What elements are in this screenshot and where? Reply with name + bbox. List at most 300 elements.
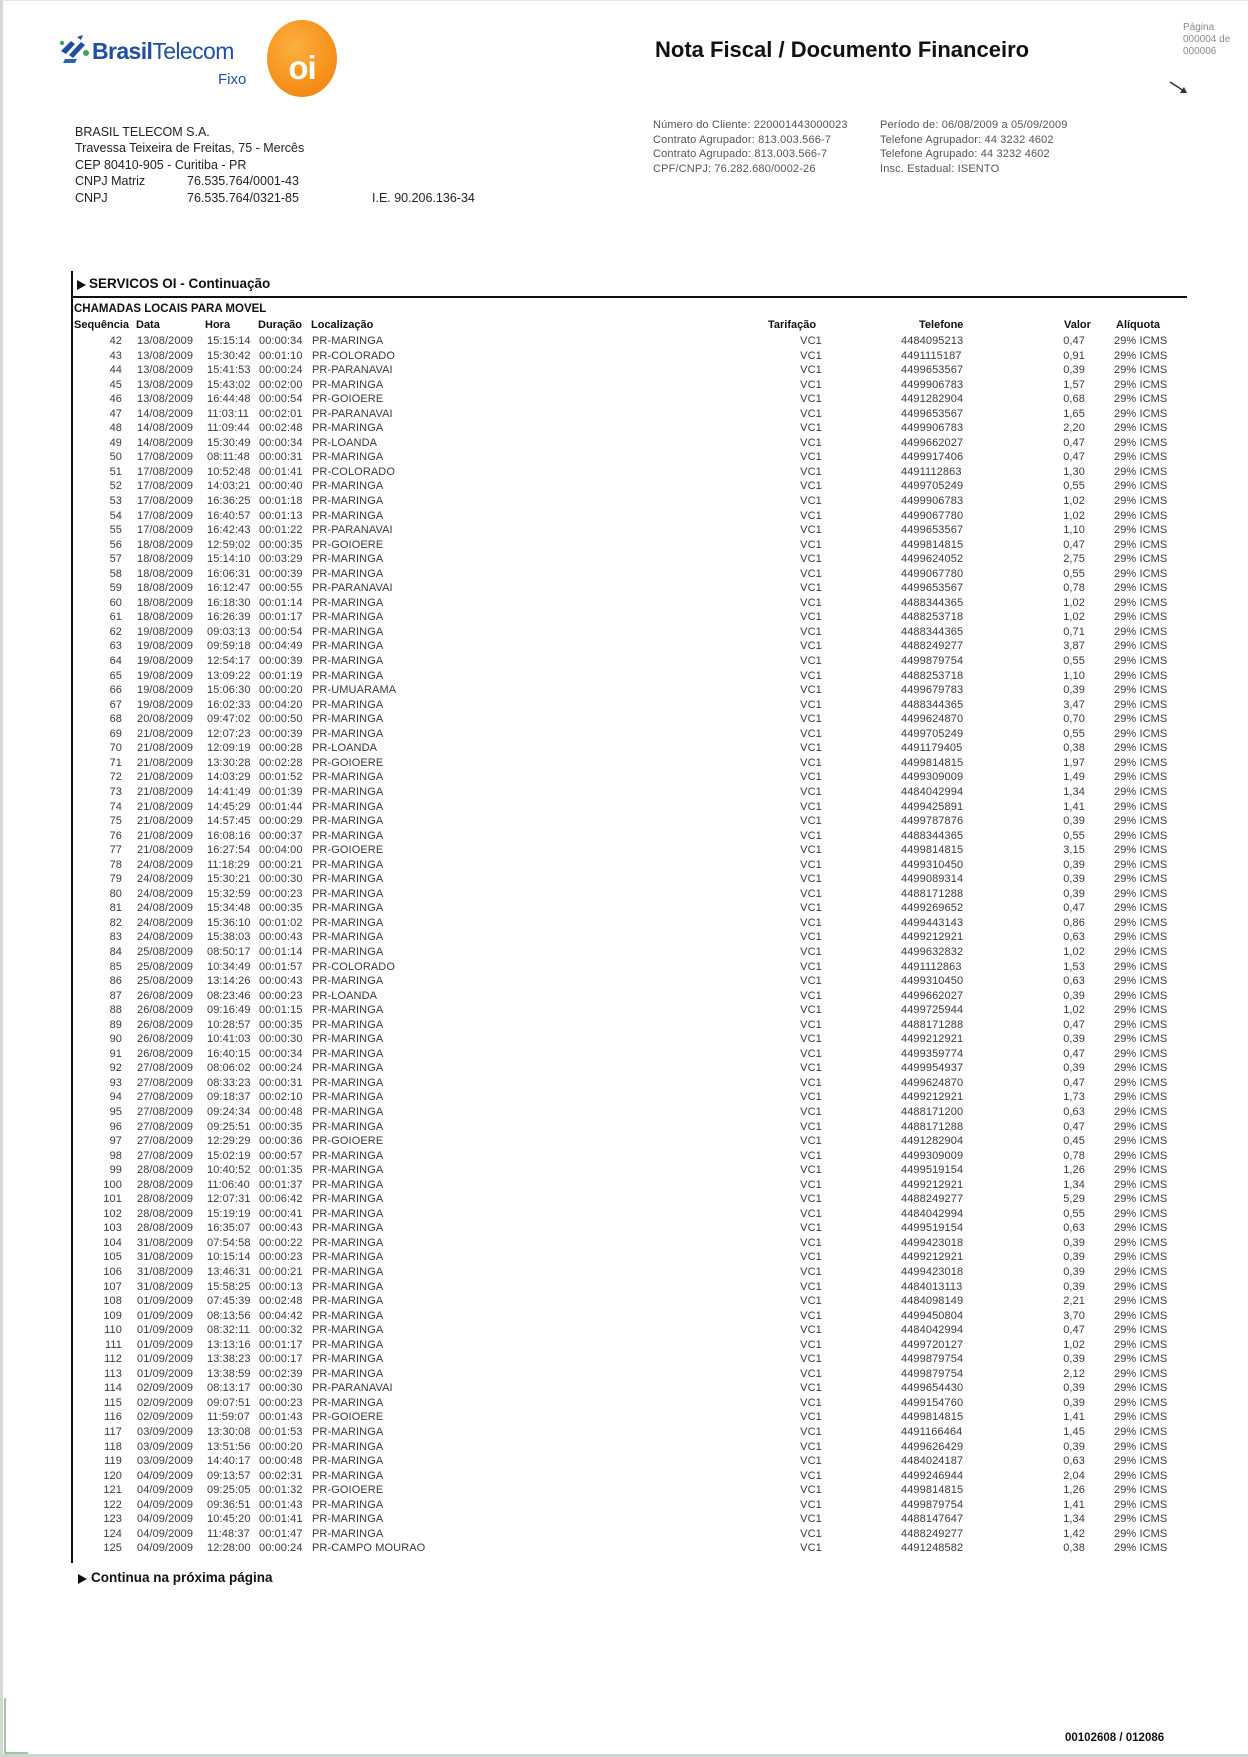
cell-seq: 43 (109, 349, 122, 362)
cell-data: 14/08/2009 (137, 407, 194, 420)
cell-valor: 1,02 (1063, 611, 1085, 624)
table-row (0, 1018, 1248, 1033)
table-row (0, 1076, 1248, 1091)
cell-aliquota: 29% ICMS (1114, 480, 1168, 493)
cell-tarifacao: VC1 (800, 1338, 822, 1351)
cell-duracao: 00:00:43 (259, 931, 303, 944)
cell-localizacao: PR-GOIOERE (312, 1484, 384, 1497)
cell-data: 26/08/2009 (137, 1004, 194, 1017)
field-value: 813.003.566-7 (754, 148, 828, 161)
cell-data: 19/08/2009 (137, 625, 194, 638)
cell-tarifacao: VC1 (800, 364, 822, 377)
cell-hora: 10:41:03 (207, 1033, 251, 1046)
cell-tarifacao: VC1 (800, 1222, 822, 1235)
cell-aliquota: 29% ICMS (1114, 567, 1168, 580)
cell-data: 04/09/2009 (137, 1542, 194, 1555)
cell-aliquota: 29% ICMS (1114, 1091, 1168, 1104)
cell-telefone: 4499662027 (901, 989, 964, 1002)
cell-hora: 11:59:07 (207, 1411, 250, 1424)
cell-aliquota: 29% ICMS (1114, 727, 1168, 740)
cell-valor: 3,47 (1063, 698, 1085, 711)
cell-tarifacao: VC1 (800, 698, 822, 711)
cell-aliquota: 29% ICMS (1114, 495, 1168, 508)
cell-duracao: 00:01:18 (259, 495, 303, 508)
cell-seq: 87 (109, 989, 122, 1002)
cell-duracao: 00:04:42 (259, 1309, 303, 1322)
cell-telefone: 4499632832 (901, 945, 964, 958)
cell-telefone: 4499917406 (901, 451, 964, 464)
cell-duracao: 00:01:17 (259, 611, 303, 624)
cell-tarifacao: VC1 (800, 916, 822, 929)
table-row (0, 1381, 1248, 1396)
cell-hora: 09:25:51 (207, 1120, 251, 1133)
cell-duracao: 00:04:20 (259, 698, 303, 711)
cell-seq: 93 (109, 1076, 122, 1089)
cell-hora: 16:42:43 (207, 524, 251, 537)
cell-aliquota: 29% ICMS (1114, 509, 1168, 522)
cell-data: 27/08/2009 (137, 1105, 194, 1118)
cell-telefone: 4499443143 (901, 916, 964, 929)
page-current: 000004 (1183, 34, 1217, 45)
cell-tarifacao: VC1 (800, 1367, 822, 1380)
table-row (0, 1498, 1248, 1513)
cell-tarifacao: VC1 (800, 829, 822, 842)
cell-duracao: 00:00:20 (259, 1440, 303, 1453)
cell-duracao: 00:04:00 (259, 844, 303, 857)
cell-valor: 0,86 (1063, 916, 1085, 929)
cell-valor: 1,41 (1063, 800, 1085, 813)
cell-hora: 07:45:39 (207, 1295, 251, 1308)
cell-aliquota: 29% ICMS (1114, 1338, 1168, 1351)
cell-duracao: 00:00:43 (259, 1222, 303, 1235)
cell-duracao: 00:06:42 (259, 1193, 303, 1206)
cell-tarifacao: VC1 (800, 931, 822, 944)
brand-name (92, 37, 234, 65)
continue-note: Continua na próxima página (91, 1570, 273, 1585)
table-row (0, 872, 1248, 887)
section-subtitle: CHAMADAS LOCAIS PARA MOVEL (74, 303, 267, 315)
cell-hora: 15:19:19 (207, 1207, 251, 1220)
cell-seq: 124 (103, 1527, 122, 1540)
brand-subbrand: Fixo (218, 71, 247, 88)
cell-aliquota: 29% ICMS (1114, 887, 1168, 900)
cell-localizacao: PR-MARINGA (312, 1018, 384, 1031)
cell-seq: 64 (109, 655, 122, 668)
client-info-left (653, 118, 848, 176)
cell-valor: 1,02 (1063, 596, 1085, 609)
cell-tarifacao: VC1 (800, 1455, 822, 1468)
cnpj-matriz-value: 76.535.764/0001-43 (187, 174, 299, 189)
cell-hora: 13:09:22 (207, 669, 251, 682)
cell-duracao: 00:00:35 (259, 538, 303, 551)
cell-localizacao: PR-GOIOERE (312, 844, 384, 857)
cell-data: 17/08/2009 (137, 480, 194, 493)
cell-data: 01/09/2009 (137, 1353, 194, 1366)
cell-aliquota: 29% ICMS (1114, 1266, 1168, 1278)
cell-seq: 91 (109, 1047, 122, 1060)
cell-hora: 13:13:16 (207, 1338, 251, 1351)
cell-duracao: 00:02:48 (259, 422, 303, 435)
cell-data: 31/08/2009 (137, 1251, 194, 1264)
cell-valor: 0,47 (1063, 1018, 1085, 1031)
cell-data: 18/08/2009 (137, 567, 194, 580)
cell-duracao: 00:02:10 (259, 1091, 303, 1104)
cell-data: 17/08/2009 (137, 451, 194, 464)
table-row (0, 1396, 1248, 1411)
page-total: 000006 (1183, 46, 1217, 57)
table-row (0, 1469, 1248, 1484)
cell-aliquota: 29% ICMS (1114, 960, 1168, 973)
cell-duracao: 00:00:48 (259, 1455, 303, 1468)
cell-valor: 0,63 (1063, 1105, 1085, 1118)
cell-seq: 50 (109, 451, 122, 464)
table-row (0, 1178, 1248, 1193)
cell-data: 27/08/2009 (137, 1091, 194, 1104)
cell-seq: 122 (103, 1498, 122, 1511)
cell-localizacao: PR-COLORADO (312, 960, 395, 973)
cell-valor: 0,78 (1063, 1149, 1085, 1162)
cell-data: 27/08/2009 (137, 1120, 194, 1133)
cell-aliquota: 29% ICMS (1114, 989, 1168, 1002)
cell-tarifacao: VC1 (800, 858, 822, 871)
cell-valor: 0,39 (1063, 815, 1085, 828)
cell-seq: 62 (109, 625, 122, 638)
cell-duracao: 00:00:23 (259, 1396, 303, 1409)
table-row (0, 1236, 1248, 1251)
field-label: Contrato Agrupador: (653, 133, 755, 146)
scan-edge-mark (4, 1698, 6, 1754)
cell-data: 28/08/2009 (137, 1207, 194, 1220)
cell-localizacao: PR-MARINGA (312, 931, 384, 944)
table-row (0, 930, 1248, 945)
cell-valor: 0,47 (1063, 1120, 1085, 1133)
cell-data: 28/08/2009 (137, 1222, 194, 1235)
cell-localizacao: PR-MARINGA (312, 1033, 384, 1046)
cell-tarifacao: VC1 (800, 1469, 822, 1482)
cell-telefone: 4499212921 (901, 931, 964, 944)
cell-localizacao: PR-MARINGA (312, 611, 384, 624)
cell-aliquota: 29% ICMS (1114, 1426, 1168, 1439)
cell-localizacao: PR-COLORADO (312, 465, 395, 478)
cell-data: 18/08/2009 (137, 582, 194, 595)
cell-aliquota: 29% ICMS (1114, 436, 1168, 449)
cell-hora: 15:30:21 (207, 873, 251, 886)
cell-valor: 0,39 (1063, 1382, 1085, 1395)
cell-hora: 11:18:29 (207, 858, 250, 871)
column-header-tax-rate: Alíquota (1116, 319, 1160, 331)
cell-telefone: 4499814815 (901, 1411, 964, 1424)
cell-duracao: 00:04:49 (259, 640, 303, 653)
cell-data: 17/08/2009 (137, 495, 194, 508)
company-cnpj-matriz (75, 173, 304, 189)
table-row (0, 407, 1248, 422)
cell-aliquota: 29% ICMS (1114, 524, 1168, 537)
cell-hora: 12:29:29 (207, 1135, 251, 1148)
cell-tarifacao: VC1 (800, 1513, 822, 1526)
cell-aliquota: 29% ICMS (1114, 349, 1168, 362)
cell-valor: 1,02 (1063, 509, 1085, 522)
cell-localizacao: PR-MARINGA (312, 1120, 384, 1133)
cell-valor: 2,75 (1063, 553, 1085, 566)
cell-data: 19/08/2009 (137, 640, 194, 653)
table-row (0, 785, 1248, 800)
cell-telefone: 4488344365 (901, 829, 964, 842)
column-header-date: Data (136, 319, 160, 331)
cell-tarifacao: VC1 (800, 1062, 822, 1075)
cell-localizacao: PR-MARINGA (312, 1251, 384, 1264)
field-label: Telefone Agrupador: (880, 133, 982, 146)
table-row (0, 1280, 1248, 1295)
cell-telefone: 4499212921 (901, 1033, 964, 1046)
cnpj-matriz-label: CNPJ Matriz (75, 174, 146, 189)
cell-tarifacao: VC1 (800, 1309, 822, 1322)
cell-aliquota: 29% ICMS (1114, 1353, 1168, 1366)
cell-seq: 59 (109, 582, 122, 595)
document-number: 00102608 / 012086 (1065, 1732, 1165, 1744)
table-row (0, 1061, 1248, 1076)
cell-hora: 09:47:02 (207, 713, 251, 726)
cell-telefone: 4499309009 (901, 1149, 964, 1162)
table-row (0, 392, 1248, 407)
cell-hora: 07:54:58 (207, 1236, 251, 1249)
cell-telefone: 4491282904 (901, 1135, 964, 1148)
cell-duracao: 00:00:35 (259, 1120, 303, 1133)
cell-duracao: 00:00:24 (259, 364, 303, 377)
cell-aliquota: 29% ICMS (1114, 1469, 1168, 1482)
cell-tarifacao: VC1 (800, 742, 822, 755)
cell-duracao: 00:01:37 (259, 1178, 303, 1191)
cell-telefone: 4488171288 (901, 1120, 964, 1133)
cell-hora: 10:15:14 (207, 1251, 251, 1264)
cell-telefone: 4484042994 (901, 1207, 964, 1220)
cell-aliquota: 29% ICMS (1114, 1455, 1168, 1468)
table-row (0, 349, 1248, 364)
cell-localizacao: PR-MARINGA (312, 1338, 384, 1351)
cell-aliquota: 29% ICMS (1114, 1149, 1168, 1162)
cell-duracao: 00:01:19 (259, 669, 303, 682)
cell-data: 03/09/2009 (137, 1440, 194, 1453)
table-row (0, 1047, 1248, 1062)
cell-duracao: 00:00:31 (259, 1076, 303, 1089)
cell-seq: 46 (109, 393, 122, 406)
cell-valor: 0,47 (1063, 436, 1085, 449)
cell-duracao: 00:00:39 (259, 655, 303, 668)
cell-duracao: 00:01:14 (259, 945, 303, 958)
cell-seq: 71 (109, 756, 122, 769)
column-header-value: Valor (1064, 319, 1091, 331)
cell-valor: 0,55 (1063, 567, 1085, 580)
cell-seq: 121 (103, 1484, 122, 1497)
cell-hora: 13:51:56 (207, 1440, 251, 1453)
cell-seq: 125 (103, 1542, 122, 1555)
cell-tarifacao: VC1 (800, 1193, 822, 1206)
cell-valor: 2,12 (1063, 1367, 1085, 1380)
cell-duracao: 00:01:43 (259, 1498, 303, 1511)
cell-tarifacao: VC1 (800, 1207, 822, 1220)
cell-telefone: 4499653567 (901, 407, 964, 420)
cell-data: 24/08/2009 (137, 902, 194, 915)
cell-valor: 0,63 (1063, 1222, 1085, 1235)
cell-hora: 09:24:34 (207, 1105, 251, 1118)
cell-seq: 115 (104, 1396, 122, 1409)
cell-valor: 1,30 (1063, 465, 1085, 478)
cell-tarifacao: VC1 (800, 422, 822, 435)
cell-localizacao: PR-MARINGA (312, 829, 384, 842)
cell-tarifacao: VC1 (800, 1411, 822, 1424)
cell-hora: 12:28:00 (207, 1542, 251, 1555)
cell-seq: 68 (109, 713, 122, 726)
table-row (0, 945, 1248, 960)
cell-aliquota: 29% ICMS (1114, 684, 1168, 697)
cell-localizacao: PR-MARINGA (312, 713, 384, 726)
cell-hora: 15:02:19 (207, 1149, 251, 1162)
cell-duracao: 00:02:28 (259, 756, 303, 769)
cell-hora: 13:46:31 (207, 1266, 251, 1278)
company-address: Travessa Teixeira de Freitas, 75 - Mercês (75, 141, 305, 156)
cell-valor: 0,55 (1063, 655, 1085, 668)
cell-seq: 45 (109, 378, 122, 391)
cell-tarifacao: VC1 (800, 785, 822, 798)
cell-hora: 16:44:48 (207, 393, 251, 406)
cell-telefone: 4488344365 (901, 698, 964, 711)
table-row (0, 800, 1248, 815)
cell-seq: 101 (103, 1193, 122, 1206)
cell-localizacao: PR-MARINGA (312, 1047, 384, 1060)
cell-hora: 11:03:11 (207, 407, 249, 420)
cell-hora: 16:40:57 (207, 509, 251, 522)
cell-telefone: 4488253718 (901, 611, 964, 624)
cell-localizacao: PR-MARINGA (312, 1193, 384, 1206)
cell-telefone: 4499879754 (901, 1498, 964, 1511)
cell-tarifacao: VC1 (800, 1018, 822, 1031)
cell-localizacao: PR-MARINGA (312, 727, 384, 740)
cell-tarifacao: VC1 (800, 1149, 822, 1162)
cell-telefone: 4499269652 (901, 902, 964, 915)
cell-seq: 119 (104, 1455, 122, 1468)
cell-seq: 80 (109, 887, 122, 900)
cell-localizacao: PR-LOANDA (312, 436, 378, 449)
cell-telefone: 4491179405 (901, 742, 963, 755)
cell-seq: 114 (104, 1382, 122, 1395)
cell-duracao: 00:01:15 (259, 1004, 303, 1017)
cell-telefone: 4488171200 (901, 1105, 964, 1118)
cell-localizacao: PR-MARINGA (312, 1004, 384, 1017)
cell-duracao: 00:01:57 (259, 960, 303, 973)
cell-telefone: 4499450804 (901, 1309, 964, 1322)
cell-seq: 42 (109, 335, 122, 347)
cell-data: 01/09/2009 (137, 1338, 194, 1351)
cell-hora: 16:18:30 (207, 596, 251, 609)
cell-duracao: 00:01:39 (259, 785, 303, 798)
cell-duracao: 00:00:23 (259, 989, 303, 1002)
table-row (0, 698, 1248, 713)
cell-duracao: 00:00:54 (259, 625, 303, 638)
group-contract (653, 133, 848, 148)
column-header-phone: Telefone (919, 319, 964, 331)
cell-tarifacao: VC1 (800, 1033, 822, 1046)
cell-telefone: 4491166464 (901, 1426, 963, 1439)
cell-hora: 16:06:31 (207, 567, 251, 580)
table-row (0, 363, 1248, 378)
table-row (0, 683, 1248, 698)
cell-duracao: 00:00:48 (259, 1105, 303, 1118)
cell-valor: 0,47 (1063, 1076, 1085, 1089)
cell-duracao: 00:00:31 (259, 451, 303, 464)
cell-valor: 1,02 (1063, 1004, 1085, 1017)
cell-seq: 67 (109, 698, 122, 711)
cell-telefone: 4488147647 (901, 1513, 964, 1526)
cell-duracao: 00:01:02 (259, 916, 303, 929)
table-row (0, 567, 1248, 582)
field-value: 220001443000023 (753, 119, 848, 131)
cell-localizacao: PR-MARINGA (312, 1178, 384, 1191)
cell-telefone: 4499654430 (901, 1382, 964, 1395)
table-row (0, 1163, 1248, 1178)
cell-duracao: 00:00:34 (259, 1047, 303, 1060)
oi-logo (267, 20, 337, 97)
group-phone (880, 133, 1068, 148)
table-row (0, 974, 1248, 989)
cell-tarifacao: VC1 (800, 771, 822, 784)
cell-tarifacao: VC1 (800, 1091, 822, 1104)
brasil-telecom-emblem-icon (57, 33, 91, 65)
cell-tarifacao: VC1 (800, 1280, 822, 1293)
cell-valor: 0,39 (1063, 887, 1085, 900)
cell-aliquota: 29% ICMS (1114, 771, 1168, 784)
cell-hora: 14:41:49 (207, 785, 251, 798)
cell-data: 13/08/2009 (137, 393, 194, 406)
cell-data: 18/08/2009 (137, 538, 194, 551)
cell-duracao: 00:00:24 (259, 1062, 303, 1075)
cell-hora: 15:34:48 (207, 902, 251, 915)
cell-duracao: 00:01:47 (259, 1527, 303, 1540)
cell-aliquota: 29% ICMS (1114, 611, 1168, 624)
cell-tarifacao: VC1 (800, 538, 822, 551)
cell-localizacao: PR-MARINGA (312, 887, 384, 900)
cell-valor: 1,45 (1063, 1426, 1085, 1439)
cell-seq: 117 (104, 1426, 122, 1439)
cell-tarifacao: VC1 (800, 1135, 822, 1148)
table-row (0, 1309, 1248, 1324)
table-row (0, 727, 1248, 742)
cell-duracao: 00:00:41 (259, 1207, 303, 1220)
cell-tarifacao: VC1 (800, 582, 822, 595)
cell-telefone: 4488344365 (901, 596, 964, 609)
cell-seq: 70 (109, 742, 122, 755)
cell-telefone: 4499679783 (901, 684, 964, 697)
cell-data: 24/08/2009 (137, 873, 194, 886)
cell-localizacao: PR-GOIOERE (312, 393, 384, 406)
cell-telefone: 4499519154 (901, 1222, 964, 1235)
cell-tarifacao: VC1 (800, 844, 822, 857)
cell-tarifacao: VC1 (800, 1266, 822, 1278)
cell-aliquota: 29% ICMS (1114, 378, 1168, 391)
cell-valor: 0,39 (1063, 1236, 1085, 1249)
table-row (0, 829, 1248, 844)
cell-aliquota: 29% ICMS (1114, 582, 1168, 595)
cell-localizacao: PR-COLORADO (312, 349, 395, 362)
cell-telefone: 4499425891 (901, 800, 964, 813)
cell-aliquota: 29% ICMS (1114, 916, 1168, 929)
table-row (0, 436, 1248, 451)
column-header-duration: Duração (258, 319, 303, 331)
cell-localizacao: PR-MARINGA (312, 1426, 384, 1439)
cell-valor: 0,68 (1063, 393, 1085, 406)
cell-duracao: 00:01:53 (259, 1426, 303, 1439)
cell-valor: 1,02 (1063, 495, 1085, 508)
cell-tarifacao: VC1 (800, 596, 822, 609)
cell-hora: 08:06:02 (207, 1062, 251, 1075)
